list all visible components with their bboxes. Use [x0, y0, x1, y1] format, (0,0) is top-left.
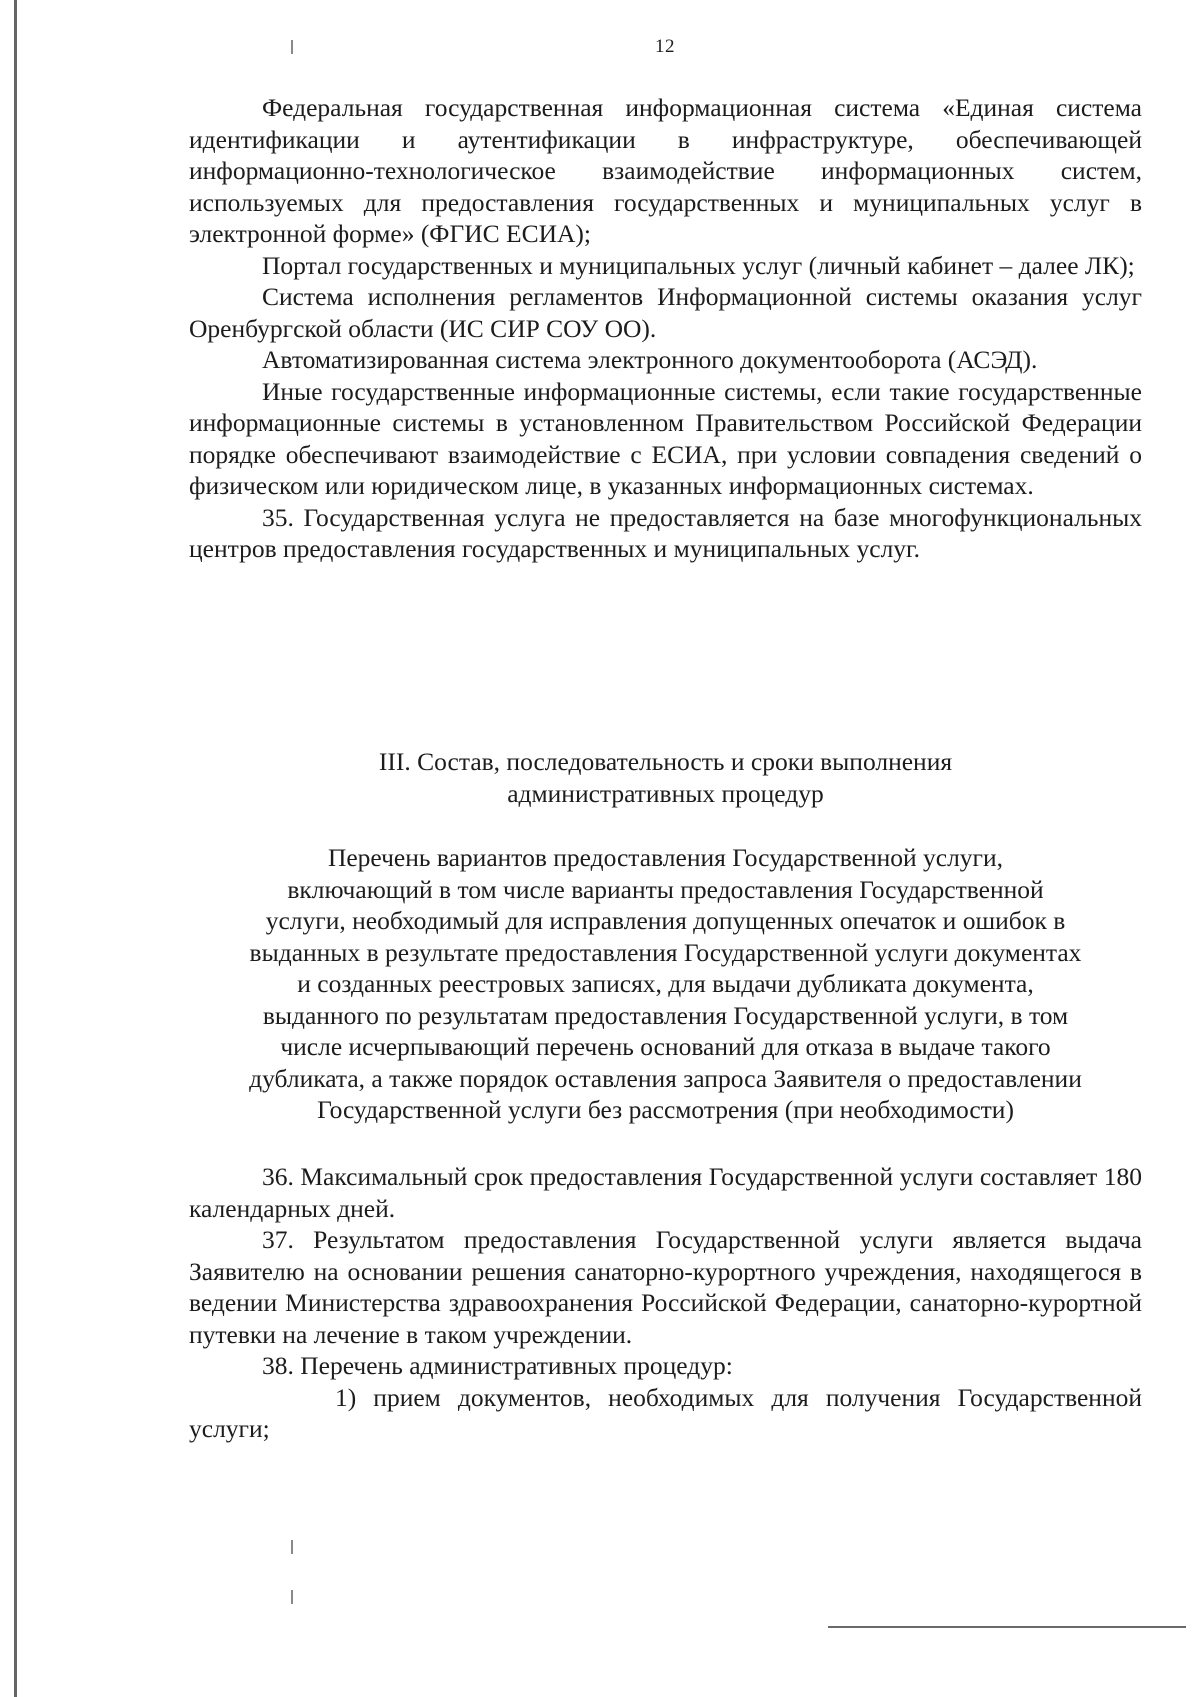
- paragraph-other-systems: Иные государственные информационные системы, если такие государственные информационные системы в установленном Правительством Российской Федерации порядке обеспечивают взаимодействие с ЕСИА, при условии совпадения сведений о физическом или юридическом лице, в указанных информационных системах.: [189, 376, 1142, 500]
- scan-artifact: [291, 1590, 293, 1604]
- section-heading-line: административных процедур: [507, 778, 824, 808]
- scan-edge-line: [14, 0, 17, 1697]
- subsection-heading-line: включающий в том числе варианты предоставления Государственной: [287, 874, 1044, 904]
- footer-rule: [828, 1626, 1186, 1628]
- subsection-heading-line: числе исчерпывающий перечень оснований для отказа в выдаче такого: [280, 1032, 1051, 1061]
- paragraph-portal: Портал государственных и муниципальных услуг (личный кабинет – далее ЛК);: [262, 250, 1135, 280]
- procedure-item-1: 1) прием документов, необходимых для получения Государственной услуги;: [189, 1382, 1142, 1443]
- procedures-text-block: [189, 1161, 1142, 1445]
- section-heading-line: III. Состав, последовательность и сроки выполнения: [378, 747, 953, 776]
- section-heading: [189, 746, 1142, 809]
- subsection-heading-line: Государственной услуги без рассмотрения (при необходимости): [317, 1095, 1014, 1124]
- subsection-heading-line: выданного по результатам предоставления Государственной услуги, в том: [262, 1000, 1069, 1030]
- paragraph-esia: Федеральная государственная информационная система «Единая система идентификации и аутентификации в инфраструктуре, обеспечивающей информационно-технологическое взаимодействие информационных систем, используемых для предоставления государственных и муниципальных услуг в электронной форме» (ФГИС ЕСИА);: [189, 93, 1142, 248]
- intro-text-block: [189, 92, 1142, 565]
- paragraph-37: 37. Результатом предоставления Государственной услуги является выдача Заявителю на основании решения санаторно-курортного учреждения, находящегося в ведении Министерства здравоохранения Российской Федерации, санаторно-курортной путевки на лечение в таком учреждении.: [189, 1225, 1142, 1349]
- subsection-heading-line: и созданных реестровых записях, для выдачи дубликата документа,: [297, 969, 1034, 998]
- paragraph-38: 38. Перечень административных процедур:: [262, 1351, 733, 1380]
- subsection-heading: [189, 842, 1142, 1126]
- paragraph-sir-sou: Система исполнения регламентов Информационной системы оказания услуг Оренбургской области (ИС СИР СОУ ОО).: [189, 282, 1142, 343]
- paragraph-ased: Автоматизированная система электронного документооборота (АСЭД).: [262, 345, 1038, 374]
- page-number: 12: [655, 36, 675, 57]
- paragraph-36: 36. Максимальный срок предоставления Государственной услуги составляет 180 календарных дней.: [189, 1162, 1142, 1223]
- subsection-heading-line: услуги, необходимый для исправления допущенных опечаток и ошибок в: [265, 906, 1066, 935]
- scan-artifact: [291, 1540, 293, 1554]
- subsection-heading-line: Перечень вариантов предоставления Государственной услуги,: [327, 843, 1004, 872]
- paragraph-35: 35. Государственная услуга не предоставляется на базе многофункциональных центров предоставления государственных и муниципальных услуг.: [189, 502, 1142, 563]
- subsection-heading-line: дубликата, а также порядок оставления запроса Заявителя о предоставлении: [249, 1063, 1082, 1093]
- subsection-heading-line: выданных в результате предоставления Государственной услуги документах: [249, 937, 1082, 967]
